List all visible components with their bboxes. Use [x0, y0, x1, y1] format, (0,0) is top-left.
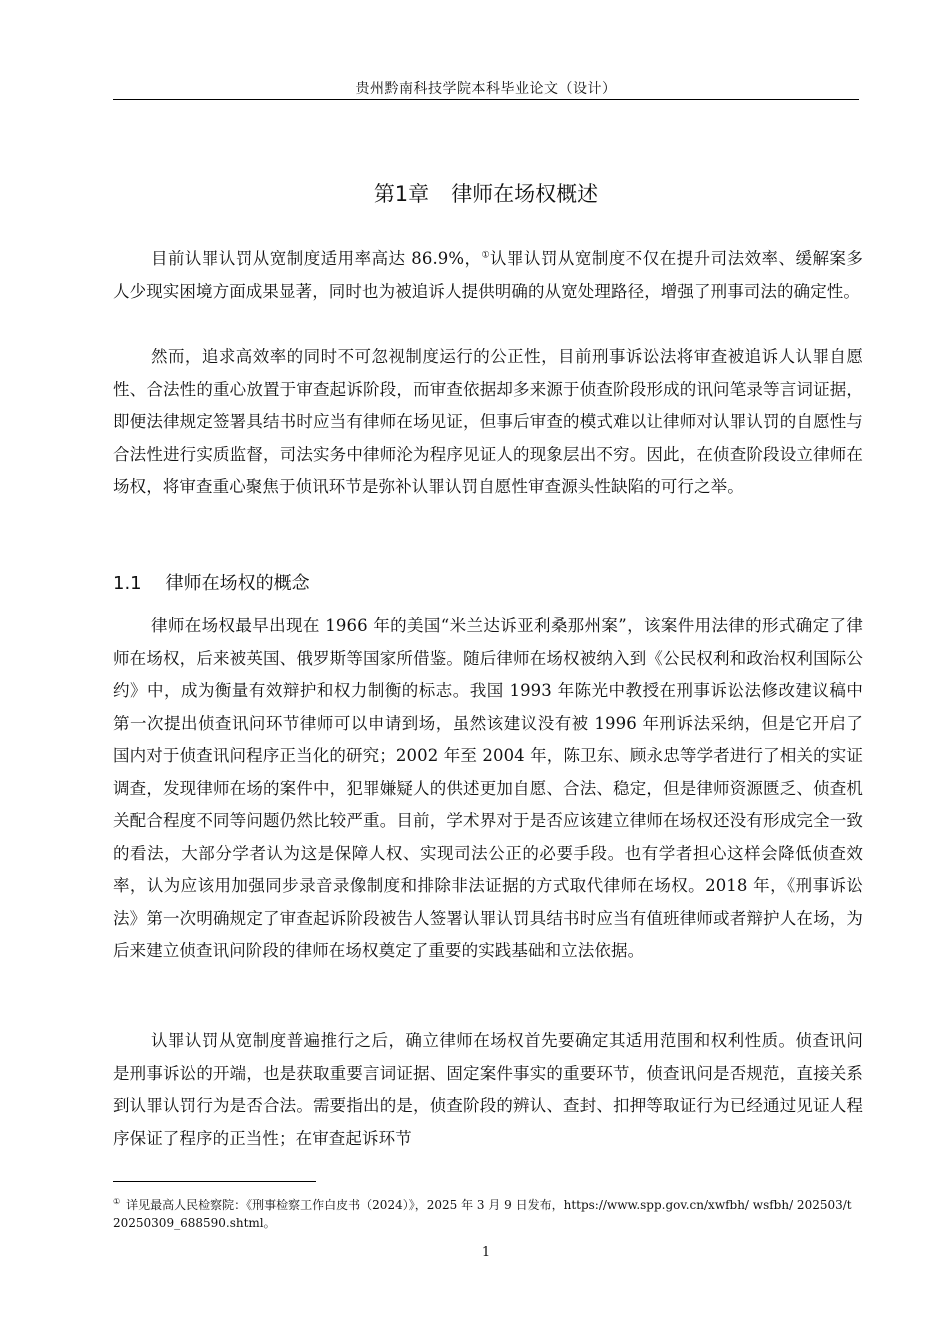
footnote — [113, 1196, 853, 1232]
footnote-reference: ① — [481, 250, 491, 261]
section-name: 律师在场权的概念 — [165, 573, 310, 594]
paragraph-1-text-b: 认罪认罚从宽制度不仅在提升司法效率、缓解案多人少现实困境方面成果显著，同时也为被追诉人提供明确的从宽处理路径，增强了刑事司法的确定性。 — [113, 249, 863, 301]
footnote-text: 详见最高人民检察院：《刑事检察工作白皮书（2024）》，2025 年 3 月 9 日发布，https://www.spp.gov.cn/xwfbh/ wsfbh/ 202503/t20250309_688590.shtml。 — [113, 1198, 852, 1230]
header-rule — [113, 99, 859, 100]
section-number: 1.1 — [113, 573, 142, 594]
body-paragraph-1 — [113, 243, 863, 308]
page-number: 1 — [481, 1245, 491, 1260]
chapter-title — [113, 178, 859, 208]
section-heading — [113, 569, 310, 595]
body-paragraph-2: 然而，追求高效率的同时不可忽视制度运行的公正性，目前刑事诉讼法将审查被追诉人认罪自愿性、合法性的重心放置于审查起诉阶段，而审查依据却多来源于侦查阶段形成的讯问笔录等言词证据，即便法律规定签署具结书时应当有律师在场见证，但事后审查的模式难以让律师对认罪认罚的自愿性与合法性进行实质监督，司法实务中律师沦为程序见证人的现象层出不穷。因此，在侦查阶段设立律师在场权，将审查重心聚焦于侦讯环节是弥补认罪认罚自愿性审查源头性缺陷的可行之举。 — [113, 347, 863, 496]
section-paragraph-1: 律师在场权最早出现在 1966 年的美国“米兰达诉亚利桑那州案”，该案件用法律的形式确定了律师在场权，后来被英国、俄罗斯等国家所借鉴。随后律师在场权被纳入到《公民权利和政治权利国际公约》中，成为衡量有效辩护和权力制衡的标志。我国 1993 年陈光中教授在刑事诉讼法修改建议稿中第一次提出侦查讯问环节律师可以申请到场，虽然该建议没有被 1996 年刑诉法采纳，但是它开启了国内对于侦查讯问程序正当化的研究；2002 年至 2004 年，陈卫东、顾永忠等学者进行了相关的实证调查，发现律师在场的案件中，犯罪嫌疑人的供述更加自愿、合法、稳定，但是律师资源匮乏、侦查机关配合程度不同等问题仍然比较严重。目前，学术界对于是否应该建立律师在场权还没有形成完全一致的看法，大部分学者认为这是保障人权、实现司法公正的必要手段。也有学者担心这样会降低侦查效率，认为应该用加强同步录音录像制度和排除非法证据的方式取代律师在场权。2018 年，《刑事诉讼法》第一次明确规定了审查起诉阶段被告人签署认罪认罚具结书时应当有值班律师或者辩护人在场，为后来建立侦查讯问阶段的律师在场权奠定了重要的实践基础和立法依据。 — [113, 616, 863, 960]
chapter-number: 第1章 — [373, 182, 430, 206]
chapter-name: 律师在场权概述 — [451, 182, 599, 206]
paragraph-1-text-a: 目前认罪认罚从宽制度适用率高达 86.9%， — [151, 249, 482, 268]
footnote-marker: ① — [113, 1197, 121, 1206]
running-header: 贵州黔南科技学院本科毕业论文（设计） — [355, 81, 617, 97]
section-paragraph-2: 认罪认罚从宽制度普遍推行之后，确立律师在场权首先要确定其适用范围和权利性质。侦查讯问是刑事诉讼的开端，也是获取重要言词证据、固定案件事实的重要环节，侦查讯问是否规范，直接关系到认罪认罚行为是否合法。需要指出的是，侦查阶段的辨认、查封、扣押等取证行为已经通过见证人程序保证了程序的正当性；在审查起诉环节 — [113, 1031, 863, 1148]
footnote-rule — [113, 1181, 316, 1182]
